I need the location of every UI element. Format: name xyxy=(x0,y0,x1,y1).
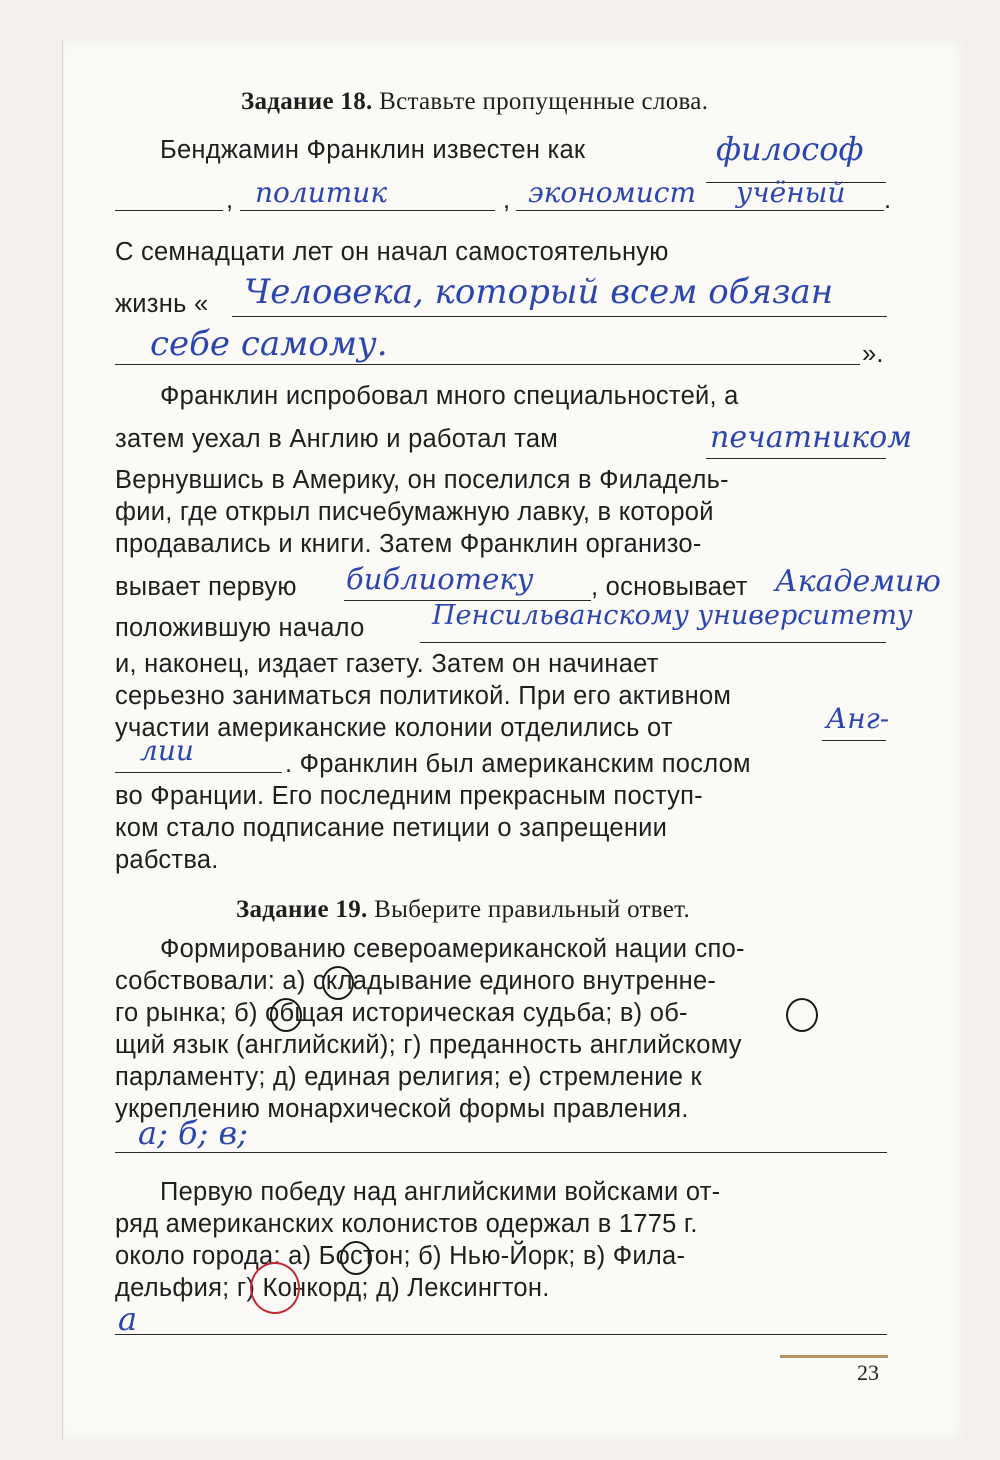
task19-q2-l2: ряд американских колонистов одержал в 1775 г. xyxy=(115,1210,698,1238)
task19-q1-l1: Формированию североамериканской нации спо- xyxy=(160,935,745,963)
task18-p2-l3: Вернувшись в Америку, он поселился в Филадель- xyxy=(115,466,729,494)
answer-quote-line1: Человека, который всем обязан xyxy=(244,272,834,312)
task18-number: Задание 18. xyxy=(241,88,373,115)
task18-line4: жизнь « xyxy=(115,290,209,318)
task18-p2-l9: серьезно заниматься политикой. При его активном xyxy=(115,682,732,710)
task18-p2-l10: участии американские колонии отделились от xyxy=(115,714,673,742)
task19-q1-l4: щий язык (английский); г) преданность английскому xyxy=(115,1031,742,1059)
task18-p2-l14: рабства. xyxy=(115,846,219,874)
answer-academy: Академию xyxy=(775,564,941,599)
answer-pennsylvania-university: Пенсильванскому университету xyxy=(432,600,913,631)
task18-p2-l13: ком стало подписание петиции о запрещении xyxy=(115,814,668,842)
answer-economist: экономист xyxy=(528,176,697,209)
selected-option-b-circle xyxy=(270,998,302,1032)
red-circle-option-g xyxy=(250,1262,300,1314)
task18-p2-l6a: вывает первую xyxy=(115,573,297,601)
answer-line xyxy=(115,1152,887,1153)
answer-library: библиотеку xyxy=(346,562,534,596)
selected-option-v-circle xyxy=(786,998,818,1032)
answer-line xyxy=(115,772,282,773)
task19-q2-l1: Первую победу над английскими войсками от- xyxy=(160,1178,721,1206)
answer-line xyxy=(420,642,886,643)
answer-philosopher: философ xyxy=(716,130,864,168)
answer-england-part1: Анг- xyxy=(826,702,890,735)
task18-instruction: Вставьте пропущенные слова. xyxy=(379,88,709,115)
task19-q1-l6: укреплению монархической формы правления. xyxy=(115,1095,689,1123)
selected-option-a-circle xyxy=(340,1241,372,1275)
answer-line xyxy=(115,210,223,211)
task18-heading xyxy=(241,88,708,116)
comma: , xyxy=(503,186,511,214)
task18-p2-l11: . Франклин был американским послом xyxy=(285,750,751,778)
answer-politician: политик xyxy=(255,176,388,209)
task18-p2-l6b: , основывает xyxy=(591,573,748,601)
task18-p2-l8: и, наконец, издает газету. Затем он начинает xyxy=(115,650,659,678)
answer-line xyxy=(232,316,887,317)
task19-instruction: Выберите правильный ответ. xyxy=(374,896,691,923)
period: . xyxy=(884,186,892,214)
task18-p2-l5: продавались и книги. Затем Франклин организо- xyxy=(115,530,702,558)
task18-line3: С семнадцати лет он начал самостоятельную xyxy=(115,238,669,266)
task18-line1: Бенджамин Франклин известен как xyxy=(160,136,586,164)
task19-q1-l2: собствовали: а) складывание единого внутренне- xyxy=(115,967,717,995)
answer-line xyxy=(706,458,886,459)
answer-scientist: учёный xyxy=(736,176,846,209)
answer-quote-line2: себе самому. xyxy=(150,324,388,364)
task19-q1-answer: а; б; в; xyxy=(138,1114,248,1152)
task18-p2-l1: Франклин испробовал много специальностей, а xyxy=(160,382,739,410)
answer-england-part2: лии xyxy=(140,734,194,767)
page-number: 23 xyxy=(857,1360,879,1385)
task18-p2-l7: положившую начало xyxy=(115,614,365,642)
quote-close: ». xyxy=(862,340,884,368)
answer-printer: печатником xyxy=(710,420,913,455)
task18-p2-l2: затем уехал в Англию и работал там xyxy=(115,425,559,453)
task18-p2-l12: во Франции. Его последним прекрасным поступ- xyxy=(115,782,703,810)
answer-line xyxy=(516,210,884,211)
task19-q1-l3: го рынка; б) общая историческая судьба; в) об- xyxy=(115,999,688,1027)
answer-line xyxy=(822,740,886,741)
task19-q1-l5: парламенту; д) единая религия; е) стремление к xyxy=(115,1063,702,1091)
comma: , xyxy=(226,186,234,214)
task19-number: Задание 19. xyxy=(236,896,368,923)
task19-heading xyxy=(236,896,690,924)
task18-p2-l4: фии, где открыл писчебумажную лавку, в которой xyxy=(115,498,714,526)
task19-q2-l4: дельфия; г) Конкорд; д) Лексингтон. xyxy=(115,1274,550,1302)
answer-line xyxy=(115,364,860,365)
page-number-ornament xyxy=(780,1355,888,1358)
answer-line xyxy=(240,210,495,211)
task19-q2-answer: а xyxy=(118,1300,138,1338)
task19-q2-l3: около города: а) Бостон; б) Нью-Йорк; в) Фила- xyxy=(115,1242,686,1270)
selected-option-a-circle xyxy=(322,966,354,1000)
answer-line xyxy=(115,1334,887,1335)
